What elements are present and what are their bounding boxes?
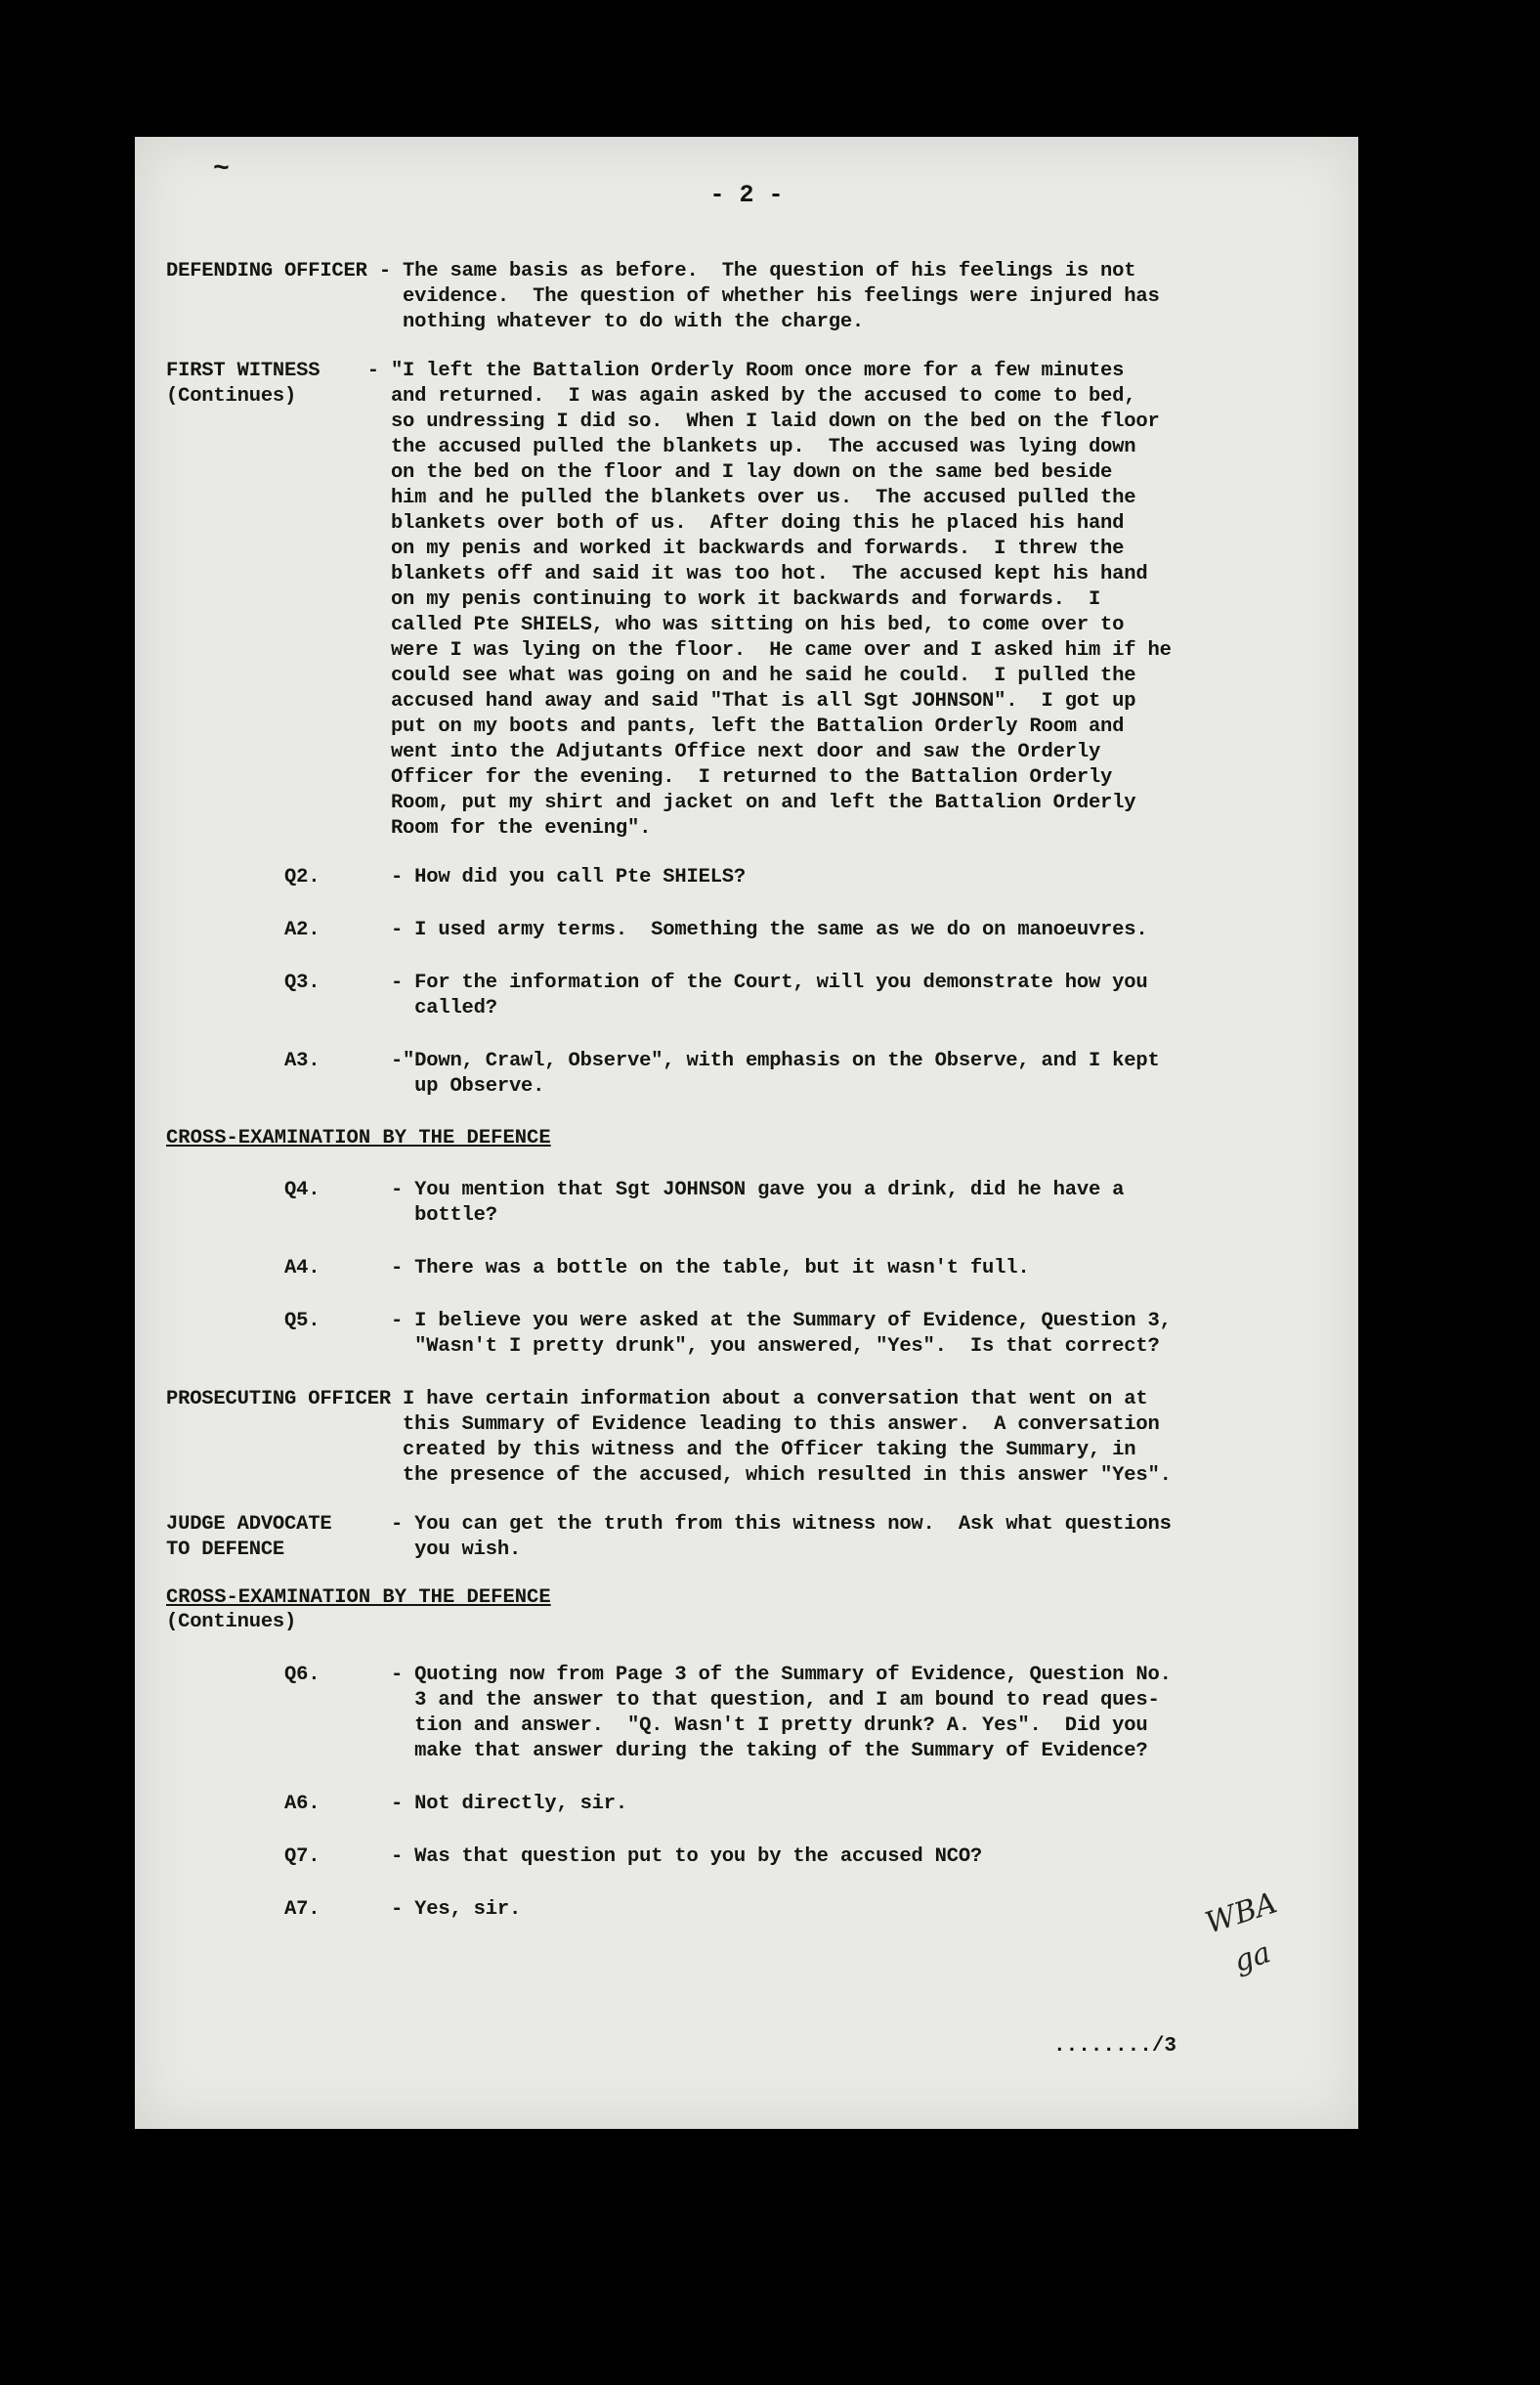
section-heading: CROSS-EXAMINATION BY THE DEFENCE [166,1586,551,1609]
text-line: Q2. - How did you call Pte SHIELS? [166,866,746,889]
cross-examination-continued-qa [166,1663,1334,1923]
text-line: FIRST WITNESS - "I left the Battalion Orderly Room once more for a few minutes [166,360,1125,382]
text-line: 3 and the answer to that question, and I am bound to read ques- [166,1689,1160,1712]
text-line: nothing whatever to do with the charge. [166,311,865,333]
text-line: A7. - Yes, sir. [166,1898,522,1921]
text-line: A2. - I used army terms. Something the same as we do on manoeuvres. [166,919,1148,941]
text-line: tion and answer. "Q. Wasn't I pretty drunk? A. Yes". Did you [166,1714,1148,1737]
text-line: DEFENDING OFFICER - The same basis as before. The question of his feelings is not [166,260,1136,282]
text-line: so undressing I did so. When I laid down on the bed on the floor [166,411,1160,433]
text-line: this Summary of Evidence leading to this answer. A conversation [166,1413,1160,1436]
text-line: on my penis continuing to work it backwards and forwards. I [166,588,1101,611]
officer-statements [166,1387,1334,1563]
section-heading: CROSS-EXAMINATION BY THE DEFENCE [166,1127,551,1149]
text-line: went into the Adjutants Office next door and saw the Orderly [166,741,1101,763]
text-line: on my penis and worked it backwards and forwards. I threw the [166,538,1125,560]
statement-block [166,1387,1334,1489]
section-subheading: (Continues) [166,1611,297,1633]
transcript-body [166,259,1334,1950]
text-line: up Observe. [166,1075,545,1098]
text-line: put on my boots and pants, left the Battalion Orderly Room and [166,716,1125,738]
text-line: Room for the evening". [166,817,652,840]
text-line: the presence of the accused, which resulted in this answer "Yes". [166,1464,1172,1487]
qa-entry [166,1049,1334,1100]
qa-entry [166,971,1334,1021]
page-number: - 2 - [709,181,784,209]
section-cross-examination-continued [166,1586,1334,1635]
text-line: blankets off and said it was too hot. The accused kept his hand [166,563,1148,585]
text-line: the accused pulled the blankets up. The accused was lying down [166,436,1136,458]
text-line: on the bed on the floor and I lay down on the same bed beside [166,461,1113,484]
qa-entry [166,1844,1334,1870]
text-line: A6. - Not directly, sir. [166,1793,627,1815]
qa-entry [166,1256,1334,1281]
text-line: called? [166,997,497,1019]
examination-qa [166,865,1334,1100]
text-line: JUDGE ADVOCATE - You can get the truth from this witness now. Ask what questions [166,1513,1172,1536]
handwritten-initials: WBA [1201,1886,1282,1941]
text-line: make that answer during the taking of the Summary of Evidence? [166,1740,1148,1762]
text-line: Q7. - Was that question put to you by the accused NCO? [166,1845,983,1868]
qa-entry [166,918,1334,943]
qa-entry [166,865,1334,890]
handwritten-initials-2: ga [1229,1935,1275,1979]
text-line: blankets over both of us. After doing this he placed his hand [166,512,1125,535]
text-line: Q4. - You mention that Sgt JOHNSON gave you a drink, did he have a [166,1179,1125,1201]
text-line: Q3. - For the information of the Court, will you demonstrate how you [166,972,1148,994]
statement-block [166,259,1334,335]
qa-entry [166,1663,1334,1764]
text-line: A3. -"Down, Crawl, Observe", with emphasis on the Observe, and I kept [166,1050,1160,1072]
document-page [135,137,1358,2129]
text-line: accused hand away and said "That is all Sgt JOHNSON". I got up [166,690,1136,713]
text-line: Q5. - I believe you were asked at the Summary of Evidence, Question 3, [166,1310,1172,1332]
statement-block [166,359,1334,842]
text-line: evidence. The question of whether his feelings were injured has [166,285,1160,308]
statement-block [166,1512,1334,1563]
text-line: Officer for the evening. I returned to the Battalion Orderly [166,766,1113,789]
text-line: (Continues) and returned. I was again asked by the accused to come to bed, [166,385,1136,408]
text-line: TO DEFENCE you wish. [166,1539,522,1561]
text-line: were I was lying on the floor. He came over and I asked him if he [166,639,1172,662]
text-line: him and he pulled the blankets over us. The accused pulled the [166,487,1136,509]
text-line: called Pte SHIELS, who was sitting on his bed, to come over to [166,614,1125,636]
text-line: PROSECUTING OFFICER I have certain information about a conversation that went on at [166,1388,1148,1410]
opening-statements [166,259,1334,842]
text-line: A4. - There was a bottle on the table, but it wasn't full. [166,1257,1030,1279]
corner-mark: ~ [213,154,230,185]
text-line: Q6. - Quoting now from Page 3 of the Summary of Evidence, Question No. [166,1664,1172,1686]
qa-entry [166,1792,1334,1817]
text-line: created by this witness and the Officer taking the Summary, in [166,1439,1136,1461]
text-line: bottle? [166,1204,497,1227]
text-line: could see what was going on and he said he could. I pulled the [166,665,1136,687]
continuation-mark: ......../3 [1053,2035,1177,2058]
section-cross-examination [166,1127,1334,1150]
text-line: "Wasn't I pretty drunk", you answered, "Yes". Is that correct? [166,1335,1160,1358]
qa-entry [166,1178,1334,1229]
qa-entry [166,1897,1334,1923]
cross-examination-qa [166,1178,1334,1360]
text-line: Room, put my shirt and jacket on and left the Battalion Orderly [166,792,1136,814]
qa-entry [166,1309,1334,1360]
